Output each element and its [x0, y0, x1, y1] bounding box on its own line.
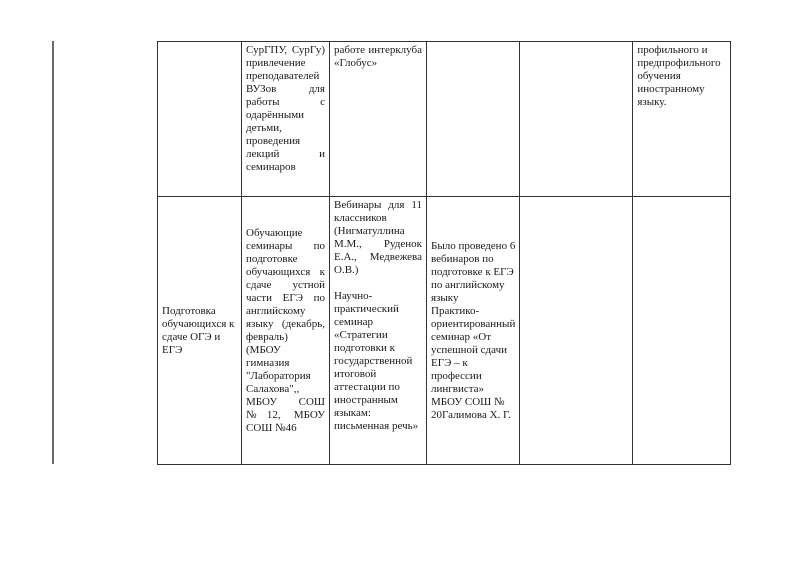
seminar-text: Научно-практический семинар «Стратегии подготовки к государственной итоговой аттестации по иностранным языкам: письменная речь»: [334, 290, 419, 432]
notes-cell: профильного и предпрофильного обучения иностранному языку.: [633, 42, 731, 197]
results-cell: [427, 42, 520, 197]
table-row: [158, 197, 731, 465]
topic-cell: [158, 42, 242, 197]
activities-cell: СурГПУ, СурГу) привлечение преподавателей ВУЗов для работы с одарёнными детьми, проведения лекций и семинаров: [242, 42, 330, 197]
events-cell: [330, 197, 427, 465]
results-webinars-text: Было проведено 6 вебинаров по подготовке к ЕГЭ по английскому языку: [431, 239, 516, 304]
results-cell: [427, 197, 520, 465]
page-margin-line: [52, 41, 54, 464]
activities-cell: Обучающие семинары по подготовке обучающихся к сдаче устной части ЕГЭ по английскому языку (декабрь, февраль) (МБОУ гимназия "Лаборатория Салахова",, МБОУ СОШ №12, МБОУ СОШ №46: [242, 197, 330, 465]
events-cell: работе интерклуба «Глобус»: [330, 42, 427, 197]
col5-cell: [520, 197, 633, 465]
col5-cell: [520, 42, 633, 197]
webinars-text: Вебинары для 11 классников (Нигматуллина М.М., Руденок Е.А., Медвежева О.В.): [334, 199, 422, 276]
topic-cell: Подготовка обучающихся к сдаче ОГЭ и ЕГЭ: [158, 197, 242, 465]
table-row: [158, 42, 731, 197]
plan-table: [157, 41, 731, 465]
notes-cell: [633, 197, 731, 465]
results-seminar-text: Практико-ориентированный семинар «От успешной сдачи ЕГЭ – к профессии лингвиста» МБОУ СОШ № 20Галимова Х. Г.: [431, 304, 516, 421]
